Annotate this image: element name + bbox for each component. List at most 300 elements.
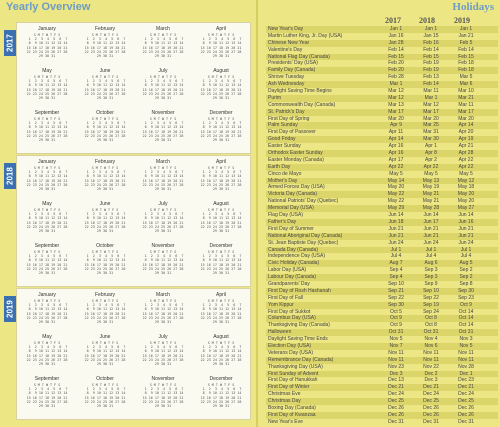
month-name: August: [213, 68, 229, 74]
holiday-date-2019: Jun 14: [458, 212, 474, 219]
holiday-date-2017: Mar 20: [388, 115, 404, 122]
holiday-row: [266, 315, 498, 322]
holiday-date-2019: Nov 11: [458, 349, 474, 356]
holiday-date-2019: Jan 21: [458, 32, 474, 39]
holiday-row: [266, 288, 498, 295]
month-name: January: [38, 26, 56, 32]
holiday-date-2019: Dec 23: [458, 377, 474, 384]
year-calendar-2019: [16, 288, 251, 420]
month-june: [77, 68, 133, 100]
holiday-date-2018: Dec 24: [423, 391, 439, 398]
holiday-date-2018: May 13: [422, 177, 440, 184]
holiday-date-2018: Feb 16: [423, 39, 439, 46]
holiday-date-2017: Sep 30: [388, 301, 404, 308]
holiday-date-2019: May 27: [457, 205, 475, 212]
holiday-date-2017: Jun 14: [388, 212, 404, 219]
holiday-name: Purim: [268, 94, 282, 101]
holiday-date-2017: Nov 11: [388, 356, 404, 363]
month-name: June: [99, 201, 111, 207]
month-name: April: [215, 292, 226, 298]
holiday-name: Thanksgiving Day (USA): [268, 363, 323, 370]
month-january: [19, 159, 75, 191]
holiday-name: First Day of Passover: [268, 129, 316, 136]
month-name: April: [215, 159, 226, 165]
holiday-date-2019: Mar 10: [458, 88, 474, 95]
month-name: April: [215, 26, 226, 32]
holiday-date-2018: Mar 17: [423, 108, 439, 115]
holiday-date-2017: Oct 5: [390, 308, 402, 315]
month-august: [193, 68, 249, 100]
month-april: [193, 159, 249, 191]
holiday-date-2017: Nov 7: [389, 342, 403, 349]
holiday-date-2018: Dec 2: [424, 370, 438, 377]
month-name: November: [151, 243, 175, 249]
holiday-name: St. Jean Baptiste Day (Quebec): [268, 239, 339, 246]
month-day-grid: S M T W T F S 1 2 3 4 5 6 7 8 9 10 11 12 13 14 15 16 17 18 19 20 21 22 23 24 25 26 27 28 29 30 31: [200, 383, 242, 409]
holiday-name: First Day of Winter: [268, 384, 310, 391]
holiday-date-2019: Jun 21: [458, 225, 474, 232]
holiday-date-2018: Oct 8: [425, 322, 437, 329]
holiday-date-2018: Nov 22: [423, 363, 439, 370]
holiday-date-2017: Feb 20: [388, 67, 404, 74]
holiday-date-2019: Dec 1: [459, 370, 473, 377]
holiday-date-2017: Sep 4: [389, 274, 403, 281]
holiday-name: Orthodox Easter Sunday: [268, 150, 323, 157]
month-day-grid: S M T W T F S 1 2 3 4 5 6 7 8 9 10 11 12 13 14 15 16 17 18 19 20 21 22 23 24 25 26 27 28 29 30 31: [26, 250, 68, 276]
holiday-row: [266, 191, 498, 198]
month-september: [19, 110, 75, 142]
year-tab-2017: 2017: [4, 30, 16, 56]
year-tab-2019: 2019: [4, 296, 16, 322]
holiday-name: Presidents' Day (USA): [268, 60, 318, 67]
month-november: [135, 376, 191, 408]
holiday-name: Easter Sunday: [268, 143, 301, 150]
holiday-row: [266, 233, 498, 240]
holiday-name: New Year's Day: [268, 26, 304, 32]
holiday-name: Daylight Saving Time Begins: [268, 88, 332, 95]
holiday-row: [266, 67, 498, 74]
month-october: [77, 110, 133, 142]
holiday-name: Halloween: [268, 329, 292, 336]
holiday-date-2017: Apr 16: [388, 143, 404, 150]
holiday-date-2019: Jul 4: [460, 253, 472, 260]
holiday-name: Valentine's Day: [268, 46, 303, 53]
holiday-row: [266, 281, 498, 288]
holiday-date-2017: Jun 18: [388, 218, 404, 225]
holiday-name: First Sunday of Advent: [268, 370, 319, 377]
holiday-row: [266, 178, 498, 185]
holiday-date-2017: Jan 28: [388, 39, 404, 46]
holiday-name: St. Patrick's Day: [268, 108, 305, 115]
month-name: February: [94, 26, 115, 32]
holiday-row: [266, 150, 498, 157]
month-february: [77, 26, 133, 58]
year-col-2019: 2019: [454, 16, 470, 25]
holiday-date-2018: Jun 17: [423, 218, 439, 225]
month-name: December: [209, 110, 233, 116]
holiday-name: Chinese New Year: [268, 39, 310, 46]
holiday-name: National Patriots' Day (Quebec): [268, 198, 339, 205]
holiday-date-2019: Jul 1: [460, 246, 472, 253]
holiday-date-2017: Dec 31: [388, 418, 404, 425]
holiday-date-2017: Feb 15: [388, 53, 404, 60]
yearly-overview-title: Yearly Overview: [6, 1, 91, 13]
holiday-date-2018: Sep 19: [423, 301, 439, 308]
month-day-grid: S M T W T F S 1 2 3 4 5 6 7 8 9 10 11 12 13 14 15 16 17 18 19 20 21 22 23 24 25 26 27 28 29 30 31: [142, 383, 184, 409]
month-day-grid: S M T W T F S 1 2 3 4 5 6 7 8 9 10 11 12 13 14 15 16 17 18 19 20 21 22 23 24 25 26 27 28 29 30 31: [84, 117, 126, 143]
holiday-date-2019: Mar 6: [459, 81, 473, 88]
month-name: December: [209, 243, 233, 249]
month-name: August: [213, 334, 229, 340]
holiday-date-2018: Apr 22: [423, 163, 439, 170]
holiday-name: Christmas Eve: [268, 391, 301, 398]
holiday-date-2019: Dec 25: [458, 398, 474, 405]
month-september: [19, 376, 75, 408]
holiday-date-2018: Oct 8: [425, 315, 437, 322]
holiday-date-2018: Nov 6: [424, 342, 438, 349]
holiday-name: Thanksgiving Day (Canada): [268, 322, 330, 329]
month-september: [19, 243, 75, 275]
holiday-name: Armed Forces Day (USA): [268, 184, 325, 191]
month-day-grid: S M T W T F S 1 2 3 4 5 6 7 8 9 10 11 12 13 14 15 16 17 18 19 20 21 22 23 24 25 26 27 28 29 30 31: [200, 166, 242, 192]
holiday-name: First Day of Hanukkah: [268, 377, 318, 384]
month-march: [135, 159, 191, 191]
holiday-row: [266, 164, 498, 171]
holiday-date-2018: Mar 30: [423, 136, 439, 143]
holiday-date-2018: May 19: [422, 184, 440, 191]
month-name: May: [42, 201, 52, 207]
holiday-date-2018: May 21: [422, 198, 440, 205]
month-day-grid: S M T W T F S 1 2 3 4 5 6 7 8 9 10 11 12 13 14 15 16 17 18 19 20 21 22 23 24 25 26 27 28 29 30 31: [142, 299, 184, 325]
holiday-date-2017: Aug 7: [389, 260, 403, 267]
month-december: [193, 376, 249, 408]
holiday-date-2018: Mar 20: [423, 115, 439, 122]
holiday-name: National Flag Day (Canada): [268, 53, 330, 60]
month-day-grid: S M T W T F S 1 2 3 4 5 6 7 8 9 10 11 12 13 14 15 16 17 18 19 20 21 22 23 24 25 26 27 28 29 30 31: [200, 341, 242, 367]
holiday-row: [266, 198, 498, 205]
month-name: October: [96, 376, 114, 382]
holiday-date-2019: Nov 3: [459, 336, 473, 343]
holiday-name: Shrove Tuesday: [268, 74, 305, 81]
holiday-row: [266, 364, 498, 371]
holiday-date-2017: Jun 21: [388, 232, 404, 239]
holiday-date-2018: Jul 1: [425, 246, 437, 253]
holiday-date-2018: Nov 4: [424, 336, 438, 343]
holiday-name: Canada Day (Canada): [268, 246, 319, 253]
holiday-date-2017: Dec 24: [388, 391, 404, 398]
month-day-grid: S M T W T F S 1 2 3 4 5 6 7 8 9 10 11 12 13 14 15 16 17 18 19 20 21 22 23 24 25 26 27 28 29 30 31: [26, 383, 68, 409]
holiday-name: Martin Luther King, Jr. Day (USA): [268, 32, 343, 39]
holiday-date-2017: Mar 12: [388, 88, 404, 95]
holiday-date-2019: Apr 22: [458, 156, 474, 163]
holiday-date-2018: Mar 31: [423, 129, 439, 136]
holiday-name: First Day of Kwanzaa: [268, 411, 316, 418]
holiday-date-2017: Oct 9: [390, 322, 402, 329]
holiday-date-2019: Mar 21: [458, 94, 474, 101]
month-day-grid: S M T W T F S 1 2 3 4 5 6 7 8 9 10 11 12 13 14 15 16 17 18 19 20 21 22 23 24 25 26 27 28 29 30 31: [26, 341, 68, 367]
month-may: [19, 201, 75, 233]
holiday-date-2018: Dec 21: [423, 384, 439, 391]
holiday-date-2019: Nov 11: [458, 356, 474, 363]
holiday-row: [266, 322, 498, 329]
holiday-date-2018: Dec 3: [424, 377, 438, 384]
holiday-row: [266, 184, 498, 191]
holiday-date-2019: Apr 21: [458, 143, 474, 150]
holiday-row: [266, 412, 498, 419]
holiday-date-2019: Oct 31: [458, 329, 474, 336]
month-name: May: [42, 334, 52, 340]
holiday-name: Good Friday: [268, 136, 296, 143]
holiday-name: Family Day (Canada): [268, 67, 316, 74]
holiday-date-2018: Apr 1: [425, 143, 437, 150]
holiday-date-2017: Jun 24: [388, 239, 404, 246]
holiday-date-2019: Feb 14: [458, 46, 474, 53]
month-day-grid: S M T W T F S 1 2 3 4 5 6 7 8 9 10 11 12 13 14 15 16 17 18 19 20 21 22 23 24 25 26 27 28 29 30 31: [84, 341, 126, 367]
holiday-date-2017: Nov 23: [388, 363, 404, 370]
holiday-date-2019: Apr 28: [458, 150, 474, 157]
holiday-name: First Day of Rosh Hashanah: [268, 287, 331, 294]
holiday-row: [266, 357, 498, 364]
holiday-row: [266, 377, 498, 384]
holiday-row: [266, 205, 498, 212]
month-day-grid: S M T W T F S 1 2 3 4 5 6 7 8 9 10 11 12 13 14 15 16 17 18 19 20 21 22 23 24 25 26 27 28 29 30 31: [84, 166, 126, 192]
holiday-date-2017: Dec 21: [388, 384, 404, 391]
month-february: [77, 292, 133, 324]
month-may: [19, 68, 75, 100]
holiday-date-2019: Oct 9: [460, 301, 472, 308]
month-name: March: [156, 159, 170, 165]
holiday-date-2018: Dec 25: [423, 398, 439, 405]
holiday-row: [266, 136, 498, 143]
month-day-grid: S M T W T F S 1 2 3 4 5 6 7 8 9 10 11 12 13 14 15 16 17 18 19 20 21 22 23 24 25 26 27 28 29 30 31: [142, 250, 184, 276]
holiday-row: [266, 88, 498, 95]
holiday-date-2017: Apr 17: [388, 156, 404, 163]
month-march: [135, 292, 191, 324]
holiday-date-2019: Jan 1: [459, 26, 473, 32]
holiday-row: [266, 26, 498, 33]
holiday-date-2018: Mar 12: [423, 101, 439, 108]
month-day-grid: S M T W T F S 1 2 3 4 5 6 7 8 9 10 11 12 13 14 15 16 17 18 19 20 21 22 23 24 25 26 27 28 29 30 31: [142, 117, 184, 143]
holiday-row: [266, 122, 498, 129]
holiday-date-2017: Nov 11: [388, 349, 404, 356]
month-day-grid: S M T W T F S 1 2 3 4 5 6 7 8 9 10 11 12 13 14 15 16 17 18 19 20 21 22 23 24 25 26 27 28 29 30 31: [200, 299, 242, 325]
month-name: June: [99, 68, 111, 74]
holiday-date-2019: Mar 5: [459, 74, 473, 81]
holiday-date-2018: Dec 26: [423, 404, 439, 411]
holiday-name: Labour Day (Canada): [268, 274, 317, 281]
holiday-year-header: [266, 16, 498, 26]
holiday-name: Grandparents' Day: [268, 280, 310, 287]
year-calendar-2018: [16, 155, 251, 287]
holiday-date-2017: Mar 12: [388, 94, 404, 101]
month-day-grid: S M T W T F S 1 2 3 4 5 6 7 8 9 10 11 12 13 14 15 16 17 18 19 20 21 22 23 24 25 26 27 28 29 30 31: [84, 33, 126, 59]
holiday-date-2019: Jun 16: [458, 218, 474, 225]
holiday-date-2018: Dec 26: [423, 411, 439, 418]
holiday-date-2017: Nov 5: [389, 336, 403, 343]
holiday-date-2017: Jan 1: [389, 26, 403, 32]
holiday-date-2017: May 22: [387, 191, 405, 198]
holiday-row: [266, 371, 498, 378]
month-april: [193, 292, 249, 324]
holiday-date-2018: Feb 13: [423, 74, 439, 81]
holiday-date-2017: Jul 1: [390, 246, 402, 253]
month-day-grid: S M T W T F S 1 2 3 4 5 6 7 8 9 10 11 12 13 14 15 16 17 18 19 20 21 22 23 24 25 26 27 28 29 30 31: [142, 341, 184, 367]
holiday-date-2019: Feb 18: [458, 60, 474, 67]
holiday-row: [266, 116, 498, 123]
holiday-date-2017: May 22: [387, 198, 405, 205]
holiday-date-2018: Sep 10: [423, 287, 439, 294]
holiday-date-2019: May 20: [457, 198, 475, 205]
holiday-name: Flag Day (USA): [268, 212, 304, 219]
holiday-row: [266, 240, 498, 247]
holiday-row: [266, 226, 498, 233]
holiday-row: [266, 47, 498, 54]
month-october: [77, 243, 133, 275]
holiday-name: First Day of Fall: [268, 294, 304, 301]
year-col-2017: 2017: [385, 16, 401, 25]
month-day-grid: S M T W T F S 1 2 3 4 5 6 7 8 9 10 11 12 13 14 15 16 17 18 19 20 21 22 23 24 25 26 27 28 29 30 31: [142, 75, 184, 101]
holiday-date-2017: Dec 13: [388, 377, 404, 384]
month-name: September: [34, 243, 60, 249]
month-january: [19, 292, 75, 324]
holiday-list: [266, 26, 498, 426]
month-june: [77, 334, 133, 366]
holiday-date-2017: Mar 1: [389, 81, 403, 88]
month-april: [193, 26, 249, 58]
month-july: [135, 201, 191, 233]
holiday-date-2018: Dec 31: [423, 418, 439, 425]
holiday-date-2018: Feb 14: [423, 46, 439, 53]
holiday-date-2018: Feb 19: [423, 67, 439, 74]
holidays-title: Holidays: [452, 1, 494, 13]
holiday-date-2018: Sep 3: [424, 267, 438, 274]
month-name: March: [156, 292, 170, 298]
month-name: February: [94, 159, 115, 165]
holiday-row: [266, 171, 498, 178]
month-day-grid: S M T W T F S 1 2 3 4 5 6 7 8 9 10 11 12 13 14 15 16 17 18 19 20 21 22 23 24 25 26 27 28 29 30 31: [26, 166, 68, 192]
month-day-grid: S M T W T F S 1 2 3 4 5 6 7 8 9 10 11 12 13 14 15 16 17 18 19 20 21 22 23 24 25 26 27 28 29 30 31: [142, 33, 184, 59]
month-day-grid: S M T W T F S 1 2 3 4 5 6 7 8 9 10 11 12 13 14 15 16 17 18 19 20 21 22 23 24 25 26 27 28 29 30 31: [26, 75, 68, 101]
holiday-date-2017: May 29: [387, 205, 405, 212]
holiday-row: [266, 219, 498, 226]
month-day-grid: S M T W T F S 1 2 3 4 5 6 7 8 9 10 11 12 13 14 15 16 17 18 19 20 21 22 23 24 25 26 27 28 29 30 31: [200, 75, 242, 101]
holiday-date-2019: May 12: [457, 177, 475, 184]
month-day-grid: S M T W T F S 1 2 3 4 5 6 7 8 9 10 11 12 13 14 15 16 17 18 19 20 21 22 23 24 25 26 27 28 29 30 31: [200, 250, 242, 276]
holiday-date-2017: Apr 16: [388, 150, 404, 157]
holiday-date-2017: Feb 28: [388, 74, 404, 81]
month-day-grid: S M T W T F S 1 2 3 4 5 6 7 8 9 10 11 12 13 14 15 16 17 18 19 20 21 22 23 24 25 26 27 28 29 30 31: [84, 383, 126, 409]
holiday-date-2017: May 20: [387, 184, 405, 191]
holiday-date-2017: Dec 26: [388, 404, 404, 411]
holiday-name: Labor Day (USA): [268, 267, 307, 274]
month-name: June: [99, 334, 111, 340]
holiday-row: [266, 157, 498, 164]
holiday-date-2017: Apr 22: [388, 163, 404, 170]
month-november: [135, 243, 191, 275]
holiday-row: [266, 212, 498, 219]
holiday-date-2017: Apr 9: [390, 122, 402, 129]
month-day-grid: S M T W T F S 1 2 3 4 5 6 7 8 9 10 11 12 13 14 15 16 17 18 19 20 21 22 23 24 25 26 27 28 29 30 31: [84, 250, 126, 276]
holiday-date-2019: Jun 21: [458, 232, 474, 239]
holiday-date-2019: Apr 20: [458, 129, 474, 136]
holiday-date-2018: Oct 31: [423, 329, 439, 336]
holiday-row: [266, 95, 498, 102]
holiday-date-2019: Oct 14: [458, 308, 474, 315]
holiday-date-2018: Sep 3: [424, 274, 438, 281]
holiday-name: Independence Day (USA): [268, 253, 325, 260]
month-august: [193, 201, 249, 233]
month-day-grid: S M T W T F S 1 2 3 4 5 6 7 8 9 10 11 12 13 14 15 16 17 18 19 20 21 22 23 24 25 26 27 28 29 30 31: [26, 117, 68, 143]
holiday-row: [266, 33, 498, 40]
holiday-date-2017: Dec 3: [389, 370, 403, 377]
holiday-row: [266, 329, 498, 336]
holiday-date-2017: Sep 22: [388, 294, 404, 301]
month-name: January: [38, 292, 56, 298]
holiday-date-2018: May 5: [424, 170, 438, 177]
holiday-row: [266, 350, 498, 357]
holiday-row: [266, 260, 498, 267]
holiday-date-2019: Apr 22: [458, 163, 474, 170]
yearly-overview-panel: [2, 16, 250, 427]
month-day-grid: S M T W T F S 1 2 3 4 5 6 7 8 9 10 11 12 13 14 15 16 17 18 19 20 21 22 23 24 25 26 27 28 29 30 31: [200, 117, 242, 143]
month-may: [19, 334, 75, 366]
holiday-name: Commonwealth Day (Canada): [268, 101, 336, 108]
month-october: [77, 376, 133, 408]
holiday-row: [266, 295, 498, 302]
holidays-panel: [266, 16, 498, 427]
holiday-row: [266, 384, 498, 391]
holiday-name: Easter Monday (Canada): [268, 156, 324, 163]
holiday-date-2018: Mar 25: [423, 122, 439, 129]
holiday-date-2018: Apr 8: [425, 150, 437, 157]
month-name: October: [96, 110, 114, 116]
holiday-date-2018: Feb 15: [423, 53, 439, 60]
month-march: [135, 26, 191, 58]
holiday-date-2017: Sep 4: [389, 267, 403, 274]
holiday-date-2019: Oct 14: [458, 322, 474, 329]
holiday-date-2018: Jul 4: [425, 253, 437, 260]
holiday-name: New Year's Eve: [268, 418, 303, 425]
holiday-date-2017: Jan 16: [388, 32, 404, 39]
month-day-grid: S M T W T F S 1 2 3 4 5 6 7 8 9 10 11 12 13 14 15 16 17 18 19 20 21 22 23 24 25 26 27 28 29 30 31: [142, 166, 184, 192]
holiday-row: [266, 405, 498, 412]
holiday-name: Daylight Saving Time Ends: [268, 336, 328, 343]
holiday-row: [266, 419, 498, 426]
holiday-date-2018: Mar 1: [424, 94, 438, 101]
holiday-date-2019: Sep 2: [459, 267, 473, 274]
holiday-row: [266, 302, 498, 309]
holiday-name: Civic Holiday (Canada): [268, 260, 320, 267]
month-july: [135, 68, 191, 100]
holiday-date-2019: Dec 21: [458, 384, 474, 391]
holiday-date-2017: Jul 4: [390, 253, 402, 260]
holiday-date-2019: Mar 20: [458, 115, 474, 122]
month-day-grid: S M T W T F S 1 2 3 4 5 6 7 8 9 10 11 12 13 14 15 16 17 18 19 20 21 22 23 24 25 26 27 28 29 30 31: [26, 299, 68, 325]
holiday-row: [266, 102, 498, 109]
holiday-date-2018: Jun 21: [423, 232, 439, 239]
month-name: September: [34, 110, 60, 116]
holiday-date-2019: Mar 11: [458, 101, 474, 108]
holiday-date-2019: Aug 5: [459, 260, 473, 267]
holiday-name: Father's Day: [268, 218, 297, 225]
holiday-date-2017: Feb 20: [388, 60, 404, 67]
holiday-date-2017: Dec 26: [388, 411, 404, 418]
holiday-name: Boxing Day (Canada): [268, 404, 316, 411]
holiday-date-2017: Apr 14: [388, 136, 404, 143]
holiday-name: Memorial Day (USA): [268, 205, 314, 212]
holiday-date-2018: May 28: [422, 205, 440, 212]
holiday-date-2019: Oct 14: [458, 315, 474, 322]
